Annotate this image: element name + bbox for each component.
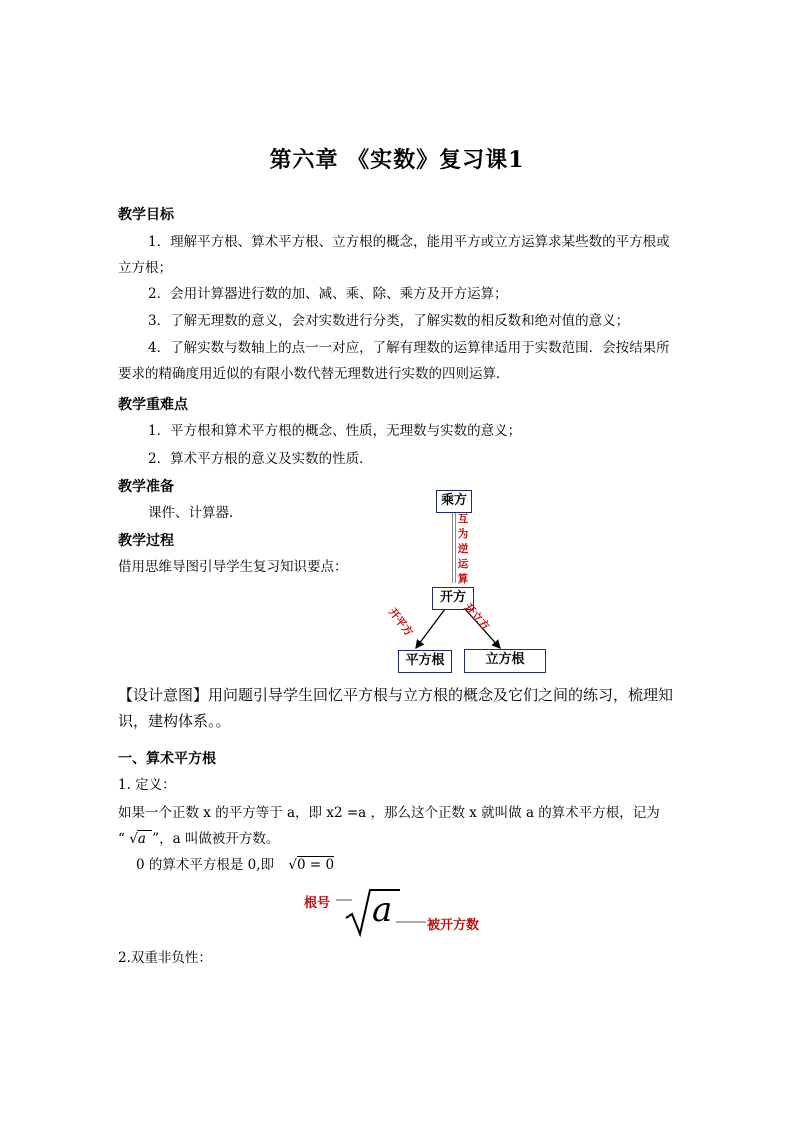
- relation-char: 逆: [457, 543, 469, 555]
- zero-root-line: [136, 852, 696, 878]
- section1-heading: 一、算术平方根: [118, 751, 216, 767]
- definition-label: 1. 定义：: [118, 777, 176, 793]
- process-heading: 教学过程: [118, 533, 174, 549]
- zero-formula-value: 0 = 0: [296, 857, 335, 873]
- open-quote: “: [118, 831, 125, 847]
- design-intent: 【设计意图】用问题引导学生回忆平方根与立方根的概念及它们之间的练习，梳理知识，建构体系。。: [118, 686, 674, 730]
- definition-notation-tail: ”，a 叫做被开方数。: [152, 831, 280, 847]
- mindmap-node-square-root: 平方根: [398, 650, 452, 673]
- relation-inverse-operations: [457, 512, 469, 587]
- relation-char: 算: [457, 573, 469, 585]
- radicand-label: 被开方数: [427, 918, 480, 933]
- radical-sign: √: [129, 831, 138, 847]
- definition-sentence: 如果一个正数 x 的平方等于 a，即 x2 =a ，那么这个正数 x 就叫做 a 的算术平方根，记为: [118, 805, 660, 821]
- key-points-heading: 教学重难点: [118, 397, 188, 413]
- mindmap-node-cube-root: 立方根: [464, 649, 546, 673]
- mindmap-diagram: [385, 483, 560, 675]
- mindmap-node-power: 乘方: [436, 490, 472, 513]
- key-point-1: 1．平方根和算术平方根的概念、性质，无理数与实数的意义；: [148, 423, 522, 439]
- page-title: 第六章 《实数》复习课1: [269, 147, 525, 173]
- zero-root-text: 0 的算术平方根是 0,即: [136, 857, 275, 873]
- relation-square-root: 开平方: [385, 606, 415, 639]
- objective-2: 2．会用计算器进行数的加、减、乘、除、乘方及开方运算；: [148, 286, 508, 302]
- objective-1: 1．理解平方根、算术平方根、立方根的概念，能用平方或立方运算求某些数的平方根或立方根；: [118, 234, 670, 276]
- mindmap-node-root-extraction: 开方: [432, 587, 474, 610]
- preparation-text: 课件、计算器．: [148, 505, 243, 521]
- definition-text: [118, 800, 688, 826]
- sqrt-a-inline: [129, 830, 152, 847]
- property-label: 2.双重非负性：: [118, 950, 212, 966]
- sqrt-variable: a: [137, 831, 146, 847]
- preparation-heading: 教学准备: [118, 479, 174, 495]
- relation-char: 互: [457, 513, 469, 525]
- objectives-heading: 教学目标: [118, 207, 174, 223]
- definition-notation-line: [118, 826, 678, 852]
- relation-char: 运: [457, 558, 469, 570]
- objective-4: 4．了解实数与数轴上的点一一对应，了解有理数的运算律适用于实数范围．会按结果所要求的精确度用近似的有限小数代替无理数进行实数的四则运算．: [118, 340, 670, 382]
- big-sqrt-variable: a: [372, 890, 393, 930]
- process-text: 借用思维导图引导学生复习知识要点：: [118, 559, 348, 575]
- root-sign-label: 根号: [304, 896, 331, 911]
- zero-root-formula: √0 = 0: [288, 857, 335, 873]
- relation-cube-root: 开立方: [461, 601, 492, 633]
- relation-char: 为: [457, 528, 469, 540]
- key-point-2: 2．算术平方根的意义及实数的性质．: [148, 451, 373, 467]
- objective-3: 3．了解无理数的意义，会对实数进行分类，了解实数的相反数和绝对值的意义；: [148, 313, 630, 329]
- sqrt-anatomy-diagram: [300, 884, 500, 940]
